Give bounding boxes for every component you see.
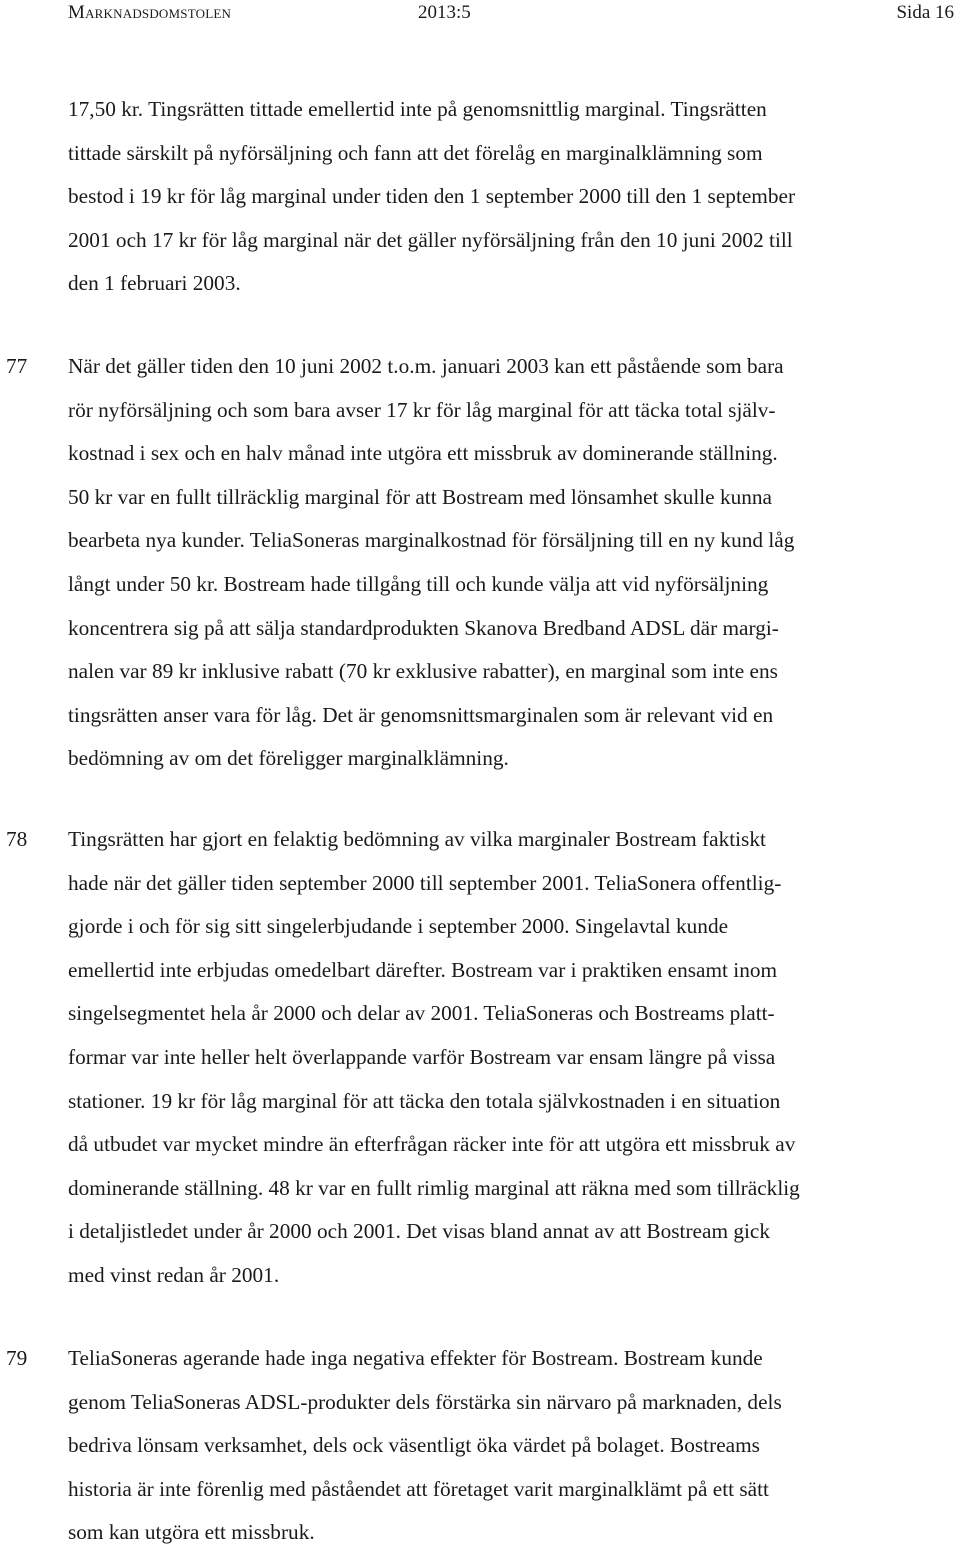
text-line: bestod i 19 kr för låg marginal under tiden den 1 september 2000 till den 1 september [68, 184, 796, 209]
text-line: kostnad i sex och en halv månad inte utgöra ett missbruk av dominerande ställning. [68, 441, 778, 466]
text-line: rör nyförsäljning och som bara avser 17 kr för låg marginal för att täcka total själv- [68, 397, 776, 422]
text-line: långt under 50 kr. Bostream hade tillgång till och kunde välja att vid nyförsäljning [68, 571, 769, 596]
text-line: tingsrätten anser vara för låg. Det är genomsnittsmarginalen som är relevant vid en [68, 702, 774, 727]
text-line: nalen var 89 kr inklusive rabatt (70 kr exklusive rabatter), en marginal som inte ens [68, 659, 778, 684]
text-line: När det gäller tiden den 10 juni 2002 t.o.m. januari 2003 kan ett påstående som bara [68, 354, 784, 378]
text-line: formar var inte heller helt överlappande varför Bostream var ensam längre på vissa [68, 1044, 776, 1069]
text-line: hade när det gäller tiden september 2000 till september 2001. TeliaSonera offentlig- [68, 870, 782, 895]
paragraph-78 [68, 818, 948, 1298]
case-number: 2013:5 [418, 2, 471, 23]
text-line: som kan utgöra ett missbruk. [68, 1520, 315, 1545]
paragraph-77 [68, 345, 948, 781]
text-line: koncentrera sig på att sälja standardprodukten Skanova Bredband ADSL där margi- [68, 615, 779, 640]
paragraph-79 [68, 1337, 948, 1555]
text-line: 50 kr var en fullt tillräcklig marginal för att Bostream med lönsamhet skulle kunna [68, 484, 773, 509]
text-line: historia är inte förenlig med påståendet att företaget varit marginalklämt på ett sätt [68, 1476, 769, 1501]
text-line: 17,50 kr. Tingsrätten tittade emellertid inte på genomsnittlig marginal. Tingsrätten [68, 97, 767, 121]
page-header [68, 0, 960, 30]
text-line: singelsegmentet hela år 2000 och delar av 2001. TeliaSoneras och Bostreams platt- [68, 1001, 775, 1026]
paragraph-number: 78 [6, 827, 28, 851]
text-line: med vinst redan år 2001. [68, 1262, 280, 1287]
text-line: emellertid inte erbjudas omedelbart därefter. Bostream var i praktiken ensamt inom [68, 957, 778, 982]
text-line: den 1 februari 2003. [68, 271, 241, 296]
court-name: Marknadsdomstolen [68, 2, 232, 23]
text-line: dominerande ställning. 48 kr var en fullt rimlig marginal att räkna med som tillräcklig [68, 1175, 800, 1200]
paragraph-number: 77 [6, 354, 28, 378]
continuation-paragraph [68, 88, 948, 306]
text-line: stationer. 19 kr för låg marginal för att täcka den totala självkostnaden i en situation [68, 1088, 781, 1113]
text-line: då utbudet var mycket mindre än efterfrågan räcker inte för att utgöra ett missbruk av [68, 1132, 796, 1157]
text-line: genom TeliaSoneras ADSL-produkter dels förstärka sin närvaro på marknaden, dels [68, 1389, 782, 1414]
text-line: 2001 och 17 kr för låg marginal när det gäller nyförsäljning från den 10 juni 2002 till [68, 227, 793, 252]
text-line: bedriva lönsam verksamhet, dels ock väsentligt öka värdet på bolaget. Bostreams [68, 1433, 760, 1458]
text-line: bedömning av om det föreligger marginalklämning. [68, 746, 509, 771]
text-line: Tingsrätten har gjort en felaktig bedömning av vilka marginaler Bostream faktiskt [68, 827, 766, 851]
text-line: gjorde i och för sig sitt singelerbjudande i september 2000. Singelavtal kunde [68, 914, 729, 939]
text-line: tittade särskilt på nyförsäljning och fann att det förelåg en marginalklämning som [68, 140, 763, 165]
text-line: TeliaSoneras agerande hade inga negativa effekter för Bostream. Bostream kunde [68, 1346, 763, 1370]
page-number: Sida 16 [896, 2, 954, 23]
paragraph-number: 79 [6, 1346, 28, 1370]
text-line: i detaljistledet under år 2000 och 2001. Det visas bland annat av att Bostream gick [68, 1219, 771, 1244]
text-line: bearbeta nya kunder. TeliaSoneras marginalkostnad för försäljning till en ny kund låg [68, 528, 795, 553]
